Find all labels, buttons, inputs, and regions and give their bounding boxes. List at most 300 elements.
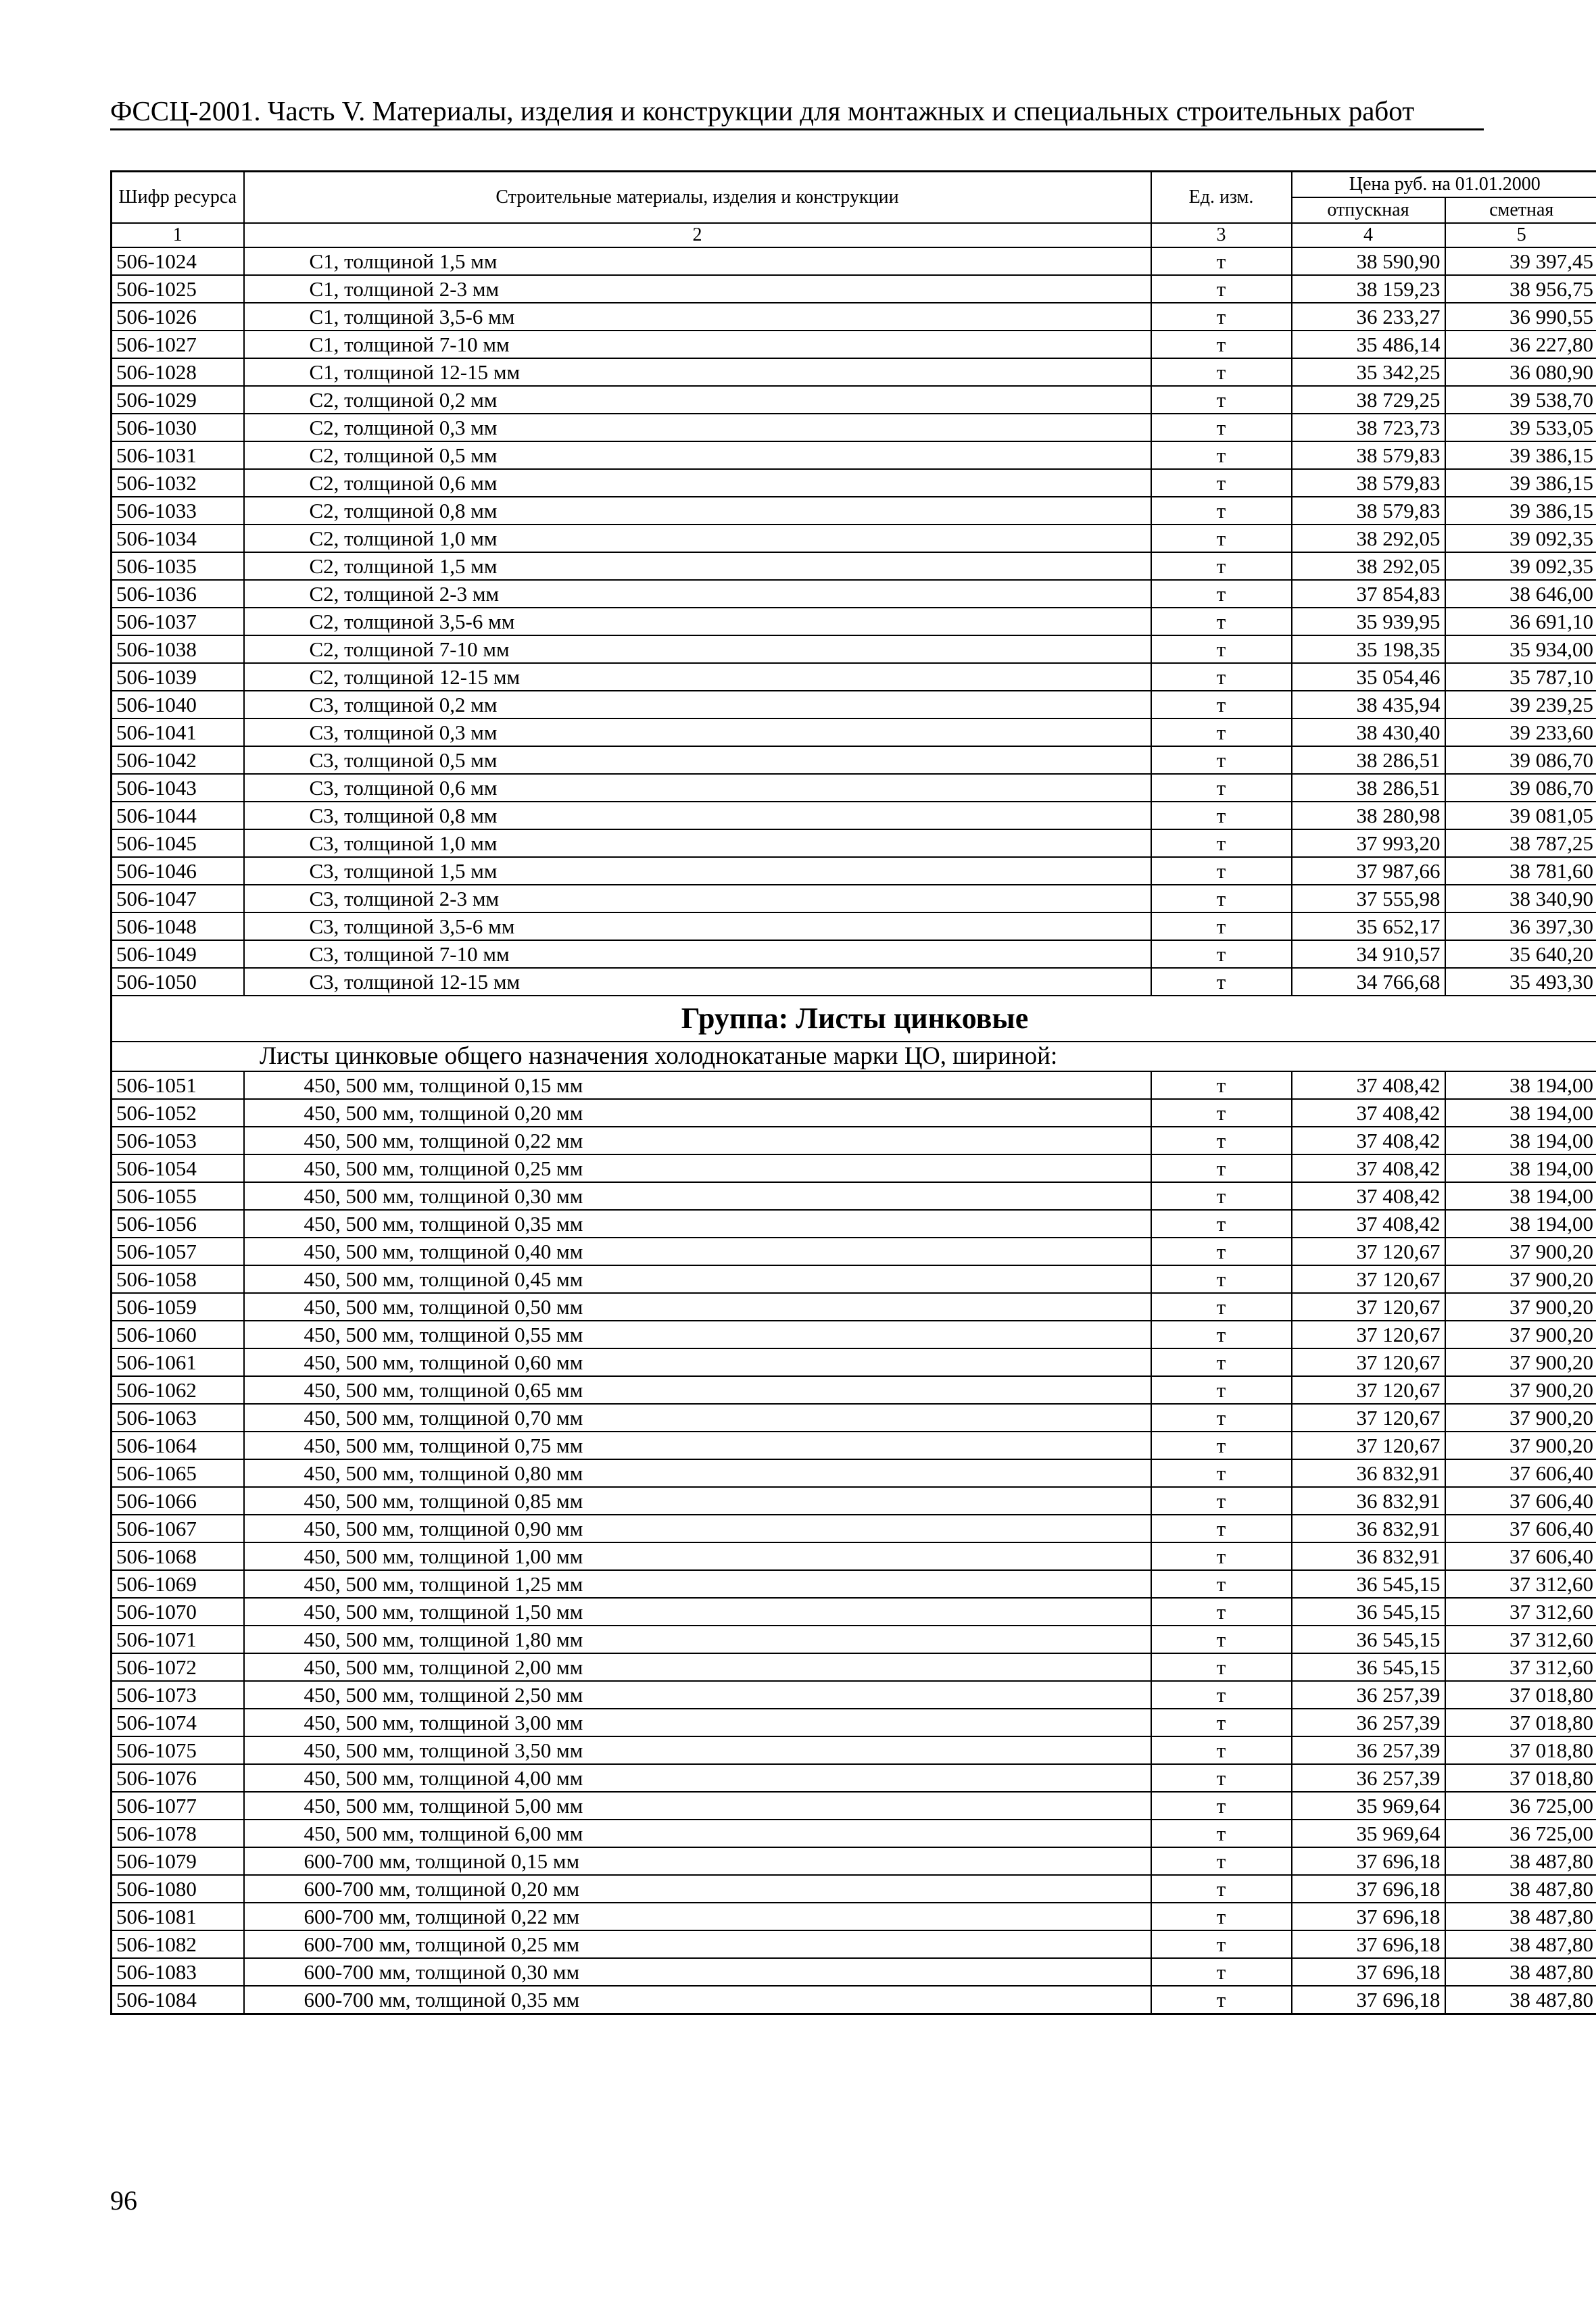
release-price-cell: 37 120,67 [1292, 1238, 1445, 1265]
material-name-cell: С2, толщиной 0,2 мм [244, 386, 1151, 414]
table-row [112, 247, 1596, 275]
table-row [112, 829, 1596, 857]
table-row [112, 885, 1596, 912]
release-price-cell: 35 342,25 [1292, 358, 1445, 386]
table-row [112, 1293, 1596, 1321]
header-code [112, 172, 244, 224]
resource-code-cell: 506-1067 [112, 1515, 244, 1542]
table-row [112, 469, 1596, 497]
table-row [112, 1764, 1596, 1792]
table-row [112, 1154, 1596, 1182]
resource-code-cell: 506-1045 [112, 829, 244, 857]
material-name-cell: С2, толщиной 7-10 мм [244, 635, 1151, 663]
header-release-price: отпускная [1292, 197, 1445, 223]
unit-cell: т [1151, 1875, 1292, 1903]
column-number: 3 [1151, 223, 1292, 247]
estimate-price-cell: 36 725,00 [1445, 1792, 1596, 1820]
resource-code-cell: 506-1077 [112, 1792, 244, 1820]
material-name-cell: 450, 500 мм, толщиной 3,00 мм [244, 1709, 1151, 1736]
table-group-heading [112, 996, 1596, 1071]
estimate-price-cell: 38 194,00 [1445, 1182, 1596, 1210]
table-body-zinc [112, 1071, 1596, 2014]
release-price-cell: 37 696,18 [1292, 1930, 1445, 1958]
estimate-price-cell: 37 606,40 [1445, 1515, 1596, 1542]
estimate-price-cell: 35 934,00 [1445, 635, 1596, 663]
resource-code-cell: 506-1049 [112, 940, 244, 968]
release-price-cell: 36 257,39 [1292, 1681, 1445, 1709]
material-name-cell: 450, 500 мм, толщиной 4,00 мм [244, 1764, 1151, 1792]
unit-cell: т [1151, 1653, 1292, 1681]
table-row [112, 1709, 1596, 1736]
table-row [112, 525, 1596, 552]
table-row [112, 1127, 1596, 1154]
resource-code-cell: 506-1076 [112, 1764, 244, 1792]
unit-cell: т [1151, 1736, 1292, 1764]
estimate-price-cell: 38 487,80 [1445, 1986, 1596, 2014]
release-price-cell: 37 696,18 [1292, 1875, 1445, 1903]
release-price-cell: 37 854,83 [1292, 580, 1445, 608]
resource-code-cell: 506-1025 [112, 275, 244, 303]
unit-cell: т [1151, 940, 1292, 968]
estimate-price-cell: 38 340,90 [1445, 885, 1596, 912]
release-price-cell: 37 120,67 [1292, 1404, 1445, 1432]
unit-cell: т [1151, 1459, 1292, 1487]
resource-code-cell: 506-1070 [112, 1598, 244, 1626]
table-row [112, 608, 1596, 635]
release-price-cell: 37 696,18 [1292, 1986, 1445, 2014]
resource-code-cell: 506-1039 [112, 663, 244, 691]
material-name-cell: 600-700 мм, толщиной 0,30 мм [244, 1958, 1151, 1986]
material-name-cell: С3, толщиной 1,5 мм [244, 857, 1151, 885]
unit-cell: т [1151, 1154, 1292, 1182]
table-row [112, 663, 1596, 691]
material-name-cell: 600-700 мм, толщиной 0,22 мм [244, 1903, 1151, 1930]
table-row [112, 1515, 1596, 1542]
unit-cell: т [1151, 1238, 1292, 1265]
table-row [112, 1570, 1596, 1598]
unit-cell: т [1151, 691, 1292, 718]
table-row [112, 1376, 1596, 1404]
table-row [112, 1210, 1596, 1238]
estimate-price-cell: 37 312,60 [1445, 1626, 1596, 1653]
release-price-cell: 37 993,20 [1292, 829, 1445, 857]
unit-cell: т [1151, 635, 1292, 663]
resource-code-cell: 506-1051 [112, 1071, 244, 1099]
resource-code-cell: 506-1080 [112, 1875, 244, 1903]
table-row [112, 691, 1596, 718]
table-row [112, 331, 1596, 358]
table-row [112, 580, 1596, 608]
resource-code-cell: 506-1074 [112, 1709, 244, 1736]
estimate-price-cell: 39 086,70 [1445, 774, 1596, 802]
resource-code-cell: 506-1083 [112, 1958, 244, 1986]
table-row [112, 857, 1596, 885]
release-price-cell: 35 198,35 [1292, 635, 1445, 663]
unit-cell: т [1151, 857, 1292, 885]
unit-cell: т [1151, 1487, 1292, 1515]
unit-cell: т [1151, 1348, 1292, 1376]
estimate-price-cell: 38 646,00 [1445, 580, 1596, 608]
table-row [112, 358, 1596, 386]
resource-code-cell: 506-1057 [112, 1238, 244, 1265]
material-name-cell: 600-700 мм, толщиной 0,15 мм [244, 1847, 1151, 1875]
resource-code-cell: 506-1038 [112, 635, 244, 663]
estimate-price-cell: 38 194,00 [1445, 1127, 1596, 1154]
unit-cell: т [1151, 1071, 1292, 1099]
resource-code-cell: 506-1052 [112, 1099, 244, 1127]
table-row [112, 386, 1596, 414]
material-name-cell: 450, 500 мм, толщиной 0,15 мм [244, 1071, 1151, 1099]
group-row [112, 996, 1596, 1042]
release-price-cell: 36 233,27 [1292, 303, 1445, 331]
resource-code-cell: 506-1064 [112, 1432, 244, 1459]
release-price-cell: 36 545,15 [1292, 1598, 1445, 1626]
estimate-price-cell: 35 493,30 [1445, 968, 1596, 996]
material-name-cell: С2, толщиной 0,3 мм [244, 414, 1151, 441]
resource-code-cell: 506-1040 [112, 691, 244, 718]
header-unit-label: Ед. изм. [1188, 187, 1254, 208]
table-row [112, 1321, 1596, 1348]
unit-cell: т [1151, 525, 1292, 552]
unit-cell: т [1151, 1404, 1292, 1432]
table-header [112, 172, 1596, 248]
material-name-cell: 450, 500 мм, толщиной 0,20 мм [244, 1099, 1151, 1127]
resource-code-cell: 506-1062 [112, 1376, 244, 1404]
running-header: ФССЦ-2001. Часть V. Материалы, изделия и конструкции для монтажных и специальных строительных работ [110, 95, 1484, 130]
estimate-price-cell: 37 018,80 [1445, 1764, 1596, 1792]
subgroup-title: Листы цинковые общего назначения холоднокатаные марки ЦО, шириной: [112, 1042, 1596, 1071]
material-name-cell: 450, 500 мм, толщиной 2,00 мм [244, 1653, 1151, 1681]
release-price-cell: 35 969,64 [1292, 1820, 1445, 1847]
estimate-price-cell: 39 086,70 [1445, 746, 1596, 774]
estimate-price-cell: 37 900,20 [1445, 1265, 1596, 1293]
estimate-price-cell: 35 787,10 [1445, 663, 1596, 691]
material-name-cell: 450, 500 мм, толщиной 0,70 мм [244, 1404, 1151, 1432]
release-price-cell: 35 652,17 [1292, 912, 1445, 940]
resource-code-cell: 506-1059 [112, 1293, 244, 1321]
material-name-cell: 450, 500 мм, толщиной 1,80 мм [244, 1626, 1151, 1653]
material-name-cell: С3, толщиной 2-3 мм [244, 885, 1151, 912]
unit-cell: т [1151, 1764, 1292, 1792]
estimate-price-cell: 39 533,05 [1445, 414, 1596, 441]
material-name-cell: С3, толщиной 0,2 мм [244, 691, 1151, 718]
estimate-price-cell: 37 606,40 [1445, 1542, 1596, 1570]
unit-cell: т [1151, 1847, 1292, 1875]
material-name-cell: С2, толщиной 1,0 мм [244, 525, 1151, 552]
unit-cell: т [1151, 1542, 1292, 1570]
resource-code-cell: 506-1035 [112, 552, 244, 580]
unit-cell: т [1151, 1321, 1292, 1348]
material-name-cell: С2, толщиной 0,6 мм [244, 469, 1151, 497]
release-price-cell: 37 120,67 [1292, 1293, 1445, 1321]
table-row [112, 1432, 1596, 1459]
resource-code-cell: 506-1034 [112, 525, 244, 552]
resource-code-cell: 506-1031 [112, 441, 244, 469]
release-price-cell: 38 292,05 [1292, 525, 1445, 552]
release-price-cell: 36 545,15 [1292, 1570, 1445, 1598]
table-row [112, 912, 1596, 940]
group-title: Группа: Листы цинковые [112, 996, 1596, 1042]
unit-cell: т [1151, 718, 1292, 746]
release-price-cell: 36 545,15 [1292, 1626, 1445, 1653]
estimate-price-cell: 35 640,20 [1445, 940, 1596, 968]
resource-code-cell: 506-1053 [112, 1127, 244, 1154]
release-price-cell: 38 430,40 [1292, 718, 1445, 746]
unit-cell: т [1151, 663, 1292, 691]
material-name-cell: 450, 500 мм, толщиной 2,50 мм [244, 1681, 1151, 1709]
resource-code-cell: 506-1050 [112, 968, 244, 996]
estimate-price-cell: 37 312,60 [1445, 1598, 1596, 1626]
resource-code-cell: 506-1068 [112, 1542, 244, 1570]
unit-cell: т [1151, 386, 1292, 414]
unit-cell: т [1151, 1210, 1292, 1238]
table-row [112, 303, 1596, 331]
unit-cell: т [1151, 1598, 1292, 1626]
release-price-cell: 36 545,15 [1292, 1653, 1445, 1681]
estimate-price-cell: 38 194,00 [1445, 1099, 1596, 1127]
estimate-price-cell: 37 606,40 [1445, 1459, 1596, 1487]
release-price-cell: 37 408,42 [1292, 1071, 1445, 1099]
material-name-cell: 450, 500 мм, толщиной 0,90 мм [244, 1515, 1151, 1542]
unit-cell: т [1151, 829, 1292, 857]
material-name-cell: С1, толщиной 1,5 мм [244, 247, 1151, 275]
table-row [112, 635, 1596, 663]
resource-code-cell: 506-1037 [112, 608, 244, 635]
estimate-price-cell: 37 312,60 [1445, 1653, 1596, 1681]
material-name-cell: 450, 500 мм, толщиной 0,25 мм [244, 1154, 1151, 1182]
estimate-price-cell: 37 900,20 [1445, 1376, 1596, 1404]
unit-cell: т [1151, 1903, 1292, 1930]
estimate-price-cell: 37 900,20 [1445, 1432, 1596, 1459]
release-price-cell: 37 555,98 [1292, 885, 1445, 912]
table-row [112, 1348, 1596, 1376]
unit-cell: т [1151, 1792, 1292, 1820]
estimate-price-cell: 38 956,75 [1445, 275, 1596, 303]
column-number: 1 [112, 223, 244, 247]
material-name-cell: 450, 500 мм, толщиной 1,50 мм [244, 1598, 1151, 1626]
unit-cell: т [1151, 303, 1292, 331]
estimate-price-cell: 39 092,35 [1445, 525, 1596, 552]
table-body-steel [112, 247, 1596, 996]
material-name-cell: 450, 500 мм, толщиной 3,50 мм [244, 1736, 1151, 1764]
resource-code-cell: 506-1029 [112, 386, 244, 414]
material-name-cell: С2, толщиной 1,5 мм [244, 552, 1151, 580]
resource-code-cell: 506-1072 [112, 1653, 244, 1681]
release-price-cell: 37 408,42 [1292, 1154, 1445, 1182]
release-price-cell: 35 054,46 [1292, 663, 1445, 691]
material-name-cell: 450, 500 мм, толщиной 1,00 мм [244, 1542, 1151, 1570]
table-row [112, 1930, 1596, 1958]
material-name-cell: С3, толщиной 0,6 мм [244, 774, 1151, 802]
unit-cell: т [1151, 331, 1292, 358]
release-price-cell: 36 832,91 [1292, 1459, 1445, 1487]
estimate-price-cell: 36 397,30 [1445, 912, 1596, 940]
material-name-cell: С1, толщиной 12-15 мм [244, 358, 1151, 386]
unit-cell: т [1151, 746, 1292, 774]
resource-code-cell: 506-1048 [112, 912, 244, 940]
resource-code-cell: 506-1058 [112, 1265, 244, 1293]
table-row [112, 1182, 1596, 1210]
estimate-price-cell: 39 081,05 [1445, 802, 1596, 829]
resource-code-cell: 506-1081 [112, 1903, 244, 1930]
table-row [112, 968, 1596, 996]
estimate-price-cell: 38 194,00 [1445, 1071, 1596, 1099]
unit-cell: т [1151, 1099, 1292, 1127]
release-price-cell: 37 408,42 [1292, 1099, 1445, 1127]
estimate-price-cell: 37 312,60 [1445, 1570, 1596, 1598]
resource-code-cell: 506-1036 [112, 580, 244, 608]
table-row [112, 1653, 1596, 1681]
resource-code-cell: 506-1054 [112, 1154, 244, 1182]
table-row [112, 1820, 1596, 1847]
material-name-cell: 450, 500 мм, толщиной 0,45 мм [244, 1265, 1151, 1293]
table-row [112, 1238, 1596, 1265]
material-name-cell: С3, толщиной 0,8 мм [244, 802, 1151, 829]
unit-cell: т [1151, 1626, 1292, 1653]
table-row [112, 774, 1596, 802]
unit-cell: т [1151, 1432, 1292, 1459]
table-row [112, 1459, 1596, 1487]
table-row [112, 275, 1596, 303]
column-number: 2 [244, 223, 1151, 247]
estimate-price-cell: 39 233,60 [1445, 718, 1596, 746]
resource-code-cell: 506-1033 [112, 497, 244, 525]
material-name-cell: С3, толщиной 12-15 мм [244, 968, 1151, 996]
release-price-cell: 36 257,39 [1292, 1709, 1445, 1736]
material-name-cell: С3, толщиной 3,5-6 мм [244, 912, 1151, 940]
release-price-cell: 38 590,90 [1292, 247, 1445, 275]
table-row [112, 414, 1596, 441]
page-number: 96 [110, 2185, 137, 2216]
table-row [112, 1542, 1596, 1570]
resource-code-cell: 506-1066 [112, 1487, 244, 1515]
unit-cell: т [1151, 912, 1292, 940]
material-name-cell: С2, толщиной 0,8 мм [244, 497, 1151, 525]
release-price-cell: 37 120,67 [1292, 1432, 1445, 1459]
resource-code-cell: 506-1079 [112, 1847, 244, 1875]
table-row [112, 746, 1596, 774]
table-row [112, 1626, 1596, 1653]
release-price-cell: 38 579,83 [1292, 497, 1445, 525]
estimate-price-cell: 36 227,80 [1445, 331, 1596, 358]
release-price-cell: 37 120,67 [1292, 1265, 1445, 1293]
unit-cell: т [1151, 1376, 1292, 1404]
estimate-price-cell: 38 487,80 [1445, 1958, 1596, 1986]
table-row [112, 1958, 1596, 1986]
unit-cell: т [1151, 1127, 1292, 1154]
material-name-cell: 450, 500 мм, толщиной 0,60 мм [244, 1348, 1151, 1376]
table-row [112, 1681, 1596, 1709]
table-row [112, 1265, 1596, 1293]
material-name-cell: С1, толщиной 3,5-6 мм [244, 303, 1151, 331]
estimate-price-cell: 37 900,20 [1445, 1238, 1596, 1265]
resource-code-cell: 506-1056 [112, 1210, 244, 1238]
estimate-price-cell: 37 900,20 [1445, 1293, 1596, 1321]
estimate-price-cell: 39 386,15 [1445, 469, 1596, 497]
material-name-cell: 450, 500 мм, толщиной 0,85 мм [244, 1487, 1151, 1515]
estimate-price-cell: 38 781,60 [1445, 857, 1596, 885]
resource-code-cell: 506-1043 [112, 774, 244, 802]
table-row [112, 718, 1596, 746]
resource-code-cell: 506-1075 [112, 1736, 244, 1764]
material-name-cell: 450, 500 мм, толщиной 1,25 мм [244, 1570, 1151, 1598]
resource-code-cell: 506-1030 [112, 414, 244, 441]
release-price-cell: 38 286,51 [1292, 746, 1445, 774]
release-price-cell: 37 120,67 [1292, 1348, 1445, 1376]
resource-code-cell: 506-1055 [112, 1182, 244, 1210]
table-row [112, 497, 1596, 525]
resource-code-cell: 506-1024 [112, 247, 244, 275]
material-name-cell: С2, толщиной 0,5 мм [244, 441, 1151, 469]
table-row [112, 1404, 1596, 1432]
estimate-price-cell: 37 900,20 [1445, 1348, 1596, 1376]
material-name-cell: С3, толщиной 0,3 мм [244, 718, 1151, 746]
estimate-price-cell: 39 386,15 [1445, 497, 1596, 525]
estimate-price-cell: 36 990,55 [1445, 303, 1596, 331]
estimate-price-cell: 38 487,80 [1445, 1930, 1596, 1958]
column-number: 4 [1292, 223, 1445, 247]
material-name-cell: 450, 500 мм, толщиной 6,00 мм [244, 1820, 1151, 1847]
resource-code-cell: 506-1028 [112, 358, 244, 386]
release-price-cell: 38 292,05 [1292, 552, 1445, 580]
material-name-cell: 450, 500 мм, толщиной 0,50 мм [244, 1293, 1151, 1321]
table-row [112, 1792, 1596, 1820]
unit-cell: т [1151, 275, 1292, 303]
resource-code-cell: 506-1046 [112, 857, 244, 885]
estimate-price-cell: 37 606,40 [1445, 1487, 1596, 1515]
table-row [112, 1875, 1596, 1903]
estimate-price-cell: 39 239,25 [1445, 691, 1596, 718]
table-row [112, 1903, 1596, 1930]
release-price-cell: 38 435,94 [1292, 691, 1445, 718]
estimate-price-cell: 38 487,80 [1445, 1875, 1596, 1903]
estimate-price-cell: 39 092,35 [1445, 552, 1596, 580]
release-price-cell: 36 257,39 [1292, 1764, 1445, 1792]
table-row [112, 1986, 1596, 2014]
resource-code-cell: 506-1044 [112, 802, 244, 829]
unit-cell: т [1151, 1293, 1292, 1321]
column-number: 5 [1445, 223, 1596, 247]
material-name-cell: 450, 500 мм, толщиной 0,30 мм [244, 1182, 1151, 1210]
material-name-cell: 450, 500 мм, толщиной 0,22 мм [244, 1127, 1151, 1154]
header-estimate-price: сметная [1445, 197, 1596, 223]
release-price-cell: 38 280,98 [1292, 802, 1445, 829]
release-price-cell: 34 766,68 [1292, 968, 1445, 996]
unit-cell: т [1151, 774, 1292, 802]
release-price-cell: 37 696,18 [1292, 1847, 1445, 1875]
estimate-price-cell: 38 487,80 [1445, 1847, 1596, 1875]
estimate-price-cell: 37 018,80 [1445, 1681, 1596, 1709]
release-price-cell: 36 257,39 [1292, 1736, 1445, 1764]
estimate-price-cell: 36 080,90 [1445, 358, 1596, 386]
material-name-cell: С1, толщиной 7-10 мм [244, 331, 1151, 358]
release-price-cell: 37 696,18 [1292, 1903, 1445, 1930]
header-name: Строительные материалы, изделия и конструкции [244, 172, 1151, 224]
release-price-cell: 37 987,66 [1292, 857, 1445, 885]
material-name-cell: 600-700 мм, толщиной 0,20 мм [244, 1875, 1151, 1903]
unit-cell: т [1151, 1958, 1292, 1986]
subgroup-row [112, 1042, 1596, 1071]
release-price-cell: 38 729,25 [1292, 386, 1445, 414]
release-price-cell: 38 723,73 [1292, 414, 1445, 441]
material-name-cell: С3, толщиной 7-10 мм [244, 940, 1151, 968]
unit-cell: т [1151, 1709, 1292, 1736]
table-row [112, 1847, 1596, 1875]
unit-cell: т [1151, 247, 1292, 275]
release-price-cell: 37 408,42 [1292, 1210, 1445, 1238]
release-price-cell: 35 969,64 [1292, 1792, 1445, 1820]
price-table [110, 170, 1596, 2015]
